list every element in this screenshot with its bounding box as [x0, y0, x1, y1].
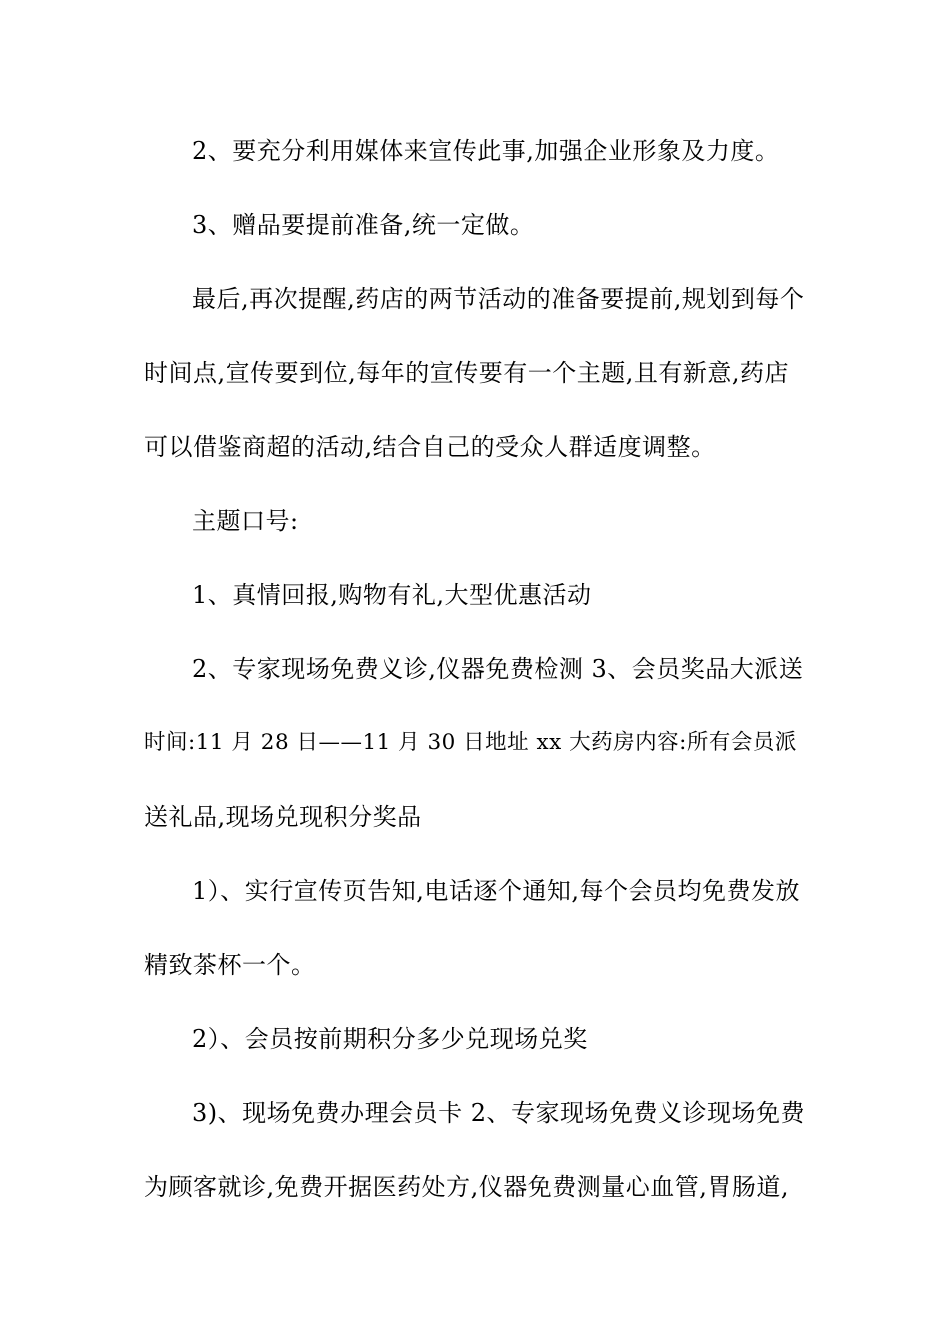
text-line: 2、专家现场免费义诊,仪器免费检测 3、会员奖品大派送	[192, 655, 804, 683]
text-line: 1）、实行宣传页告知,电话逐个通知,每个会员均免费发放	[192, 877, 801, 905]
text-line: 主题口号:	[192, 507, 299, 535]
text-line: 可以借鉴商超的活动,结合自己的受众人群适度调整。	[144, 433, 716, 461]
text-line: 3、赠品要提前准备,统一定做。	[192, 211, 535, 239]
text-line: 最后,再次提醒,药店的两节活动的准备要提前,规划到每个	[192, 285, 805, 313]
text-line: 2、要充分利用媒体来宣传此事,加强企业形象及力度。	[192, 137, 780, 165]
text-line: 送礼品,现场兑现积分奖品	[144, 803, 422, 831]
text-line: 精致茶杯一个。	[144, 951, 316, 979]
text-line: 时间:11 月 28 日——11 月 30 日地址 xx 大药房内容:所有会员派	[144, 730, 797, 755]
text-line: 为顾客就诊,免费开据医药处方,仪器免费测量心血管,胃肠道,	[144, 1173, 790, 1201]
text-line: 时间点,宣传要到位,每年的宣传要有一个主题,且有新意,药店	[144, 359, 790, 387]
text-line: 3)、现场免费办理会员卡 2、专家现场免费义诊现场免费	[192, 1099, 806, 1127]
text-line: 1、真情回报,购物有礼,大型优惠活动	[192, 581, 592, 609]
text-line: 2）、会员按前期积分多少兑现场兑奖	[192, 1025, 588, 1053]
